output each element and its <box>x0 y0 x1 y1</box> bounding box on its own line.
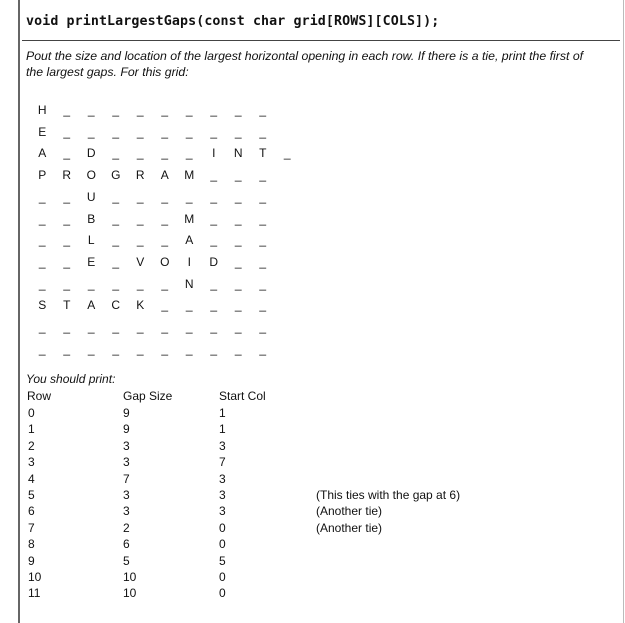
grid-cell: R <box>135 168 145 183</box>
grid-cell: _ <box>136 320 144 334</box>
row-index: 8 <box>28 537 35 552</box>
start-col: 0 <box>219 586 226 601</box>
grid-cell: _ <box>63 276 71 291</box>
start-col: 1 <box>219 422 226 437</box>
grid-cell: O <box>86 168 96 183</box>
grid-cell: V <box>136 254 145 269</box>
row-index: 3 <box>28 455 35 470</box>
gap-size: 3 <box>123 438 130 453</box>
grid-cell: _ <box>234 320 242 334</box>
grid-cell: H <box>37 103 47 117</box>
start-col: 3 <box>219 471 226 486</box>
grid-cell: _ <box>136 189 144 204</box>
grid-cell: _ <box>136 276 144 291</box>
grid-cell: E <box>38 124 47 139</box>
row-index: 10 <box>28 570 42 584</box>
grid-cell: _ <box>161 276 169 291</box>
row-index: 4 <box>28 471 35 486</box>
grid-cell: _ <box>63 254 71 269</box>
print-label: You should print: <box>26 372 116 386</box>
grid-cell: _ <box>210 168 218 183</box>
row-index: 9 <box>28 553 35 568</box>
grid-cell: _ <box>63 233 71 248</box>
grid-cell: C <box>111 298 121 313</box>
start-col: 0 <box>219 570 226 584</box>
grid-cell: _ <box>161 146 169 161</box>
function-signature: void printLargestGaps(const char grid[ROWS][COLS]); <box>26 14 440 29</box>
grid-cell: _ <box>63 124 71 139</box>
grid-cell: _ <box>136 233 144 248</box>
grid-cell: _ <box>38 341 46 356</box>
grid-cell: _ <box>112 146 120 161</box>
grid-cell: _ <box>259 211 267 226</box>
grid-cell: _ <box>112 211 120 226</box>
row-index: 1 <box>28 422 35 437</box>
grid-cell: _ <box>234 254 242 269</box>
grid-cell: _ <box>185 341 193 356</box>
grid-cell: _ <box>136 211 144 226</box>
grid-cell: I <box>212 146 216 161</box>
grid-cell: _ <box>234 189 242 204</box>
grid-cell: _ <box>259 103 267 117</box>
header-separator <box>22 40 620 41</box>
gap-size: 3 <box>123 488 130 502</box>
grid-cell: _ <box>38 276 46 291</box>
grid-cell: _ <box>161 233 169 248</box>
grid-cell: _ <box>259 298 267 313</box>
grid-cell: _ <box>87 320 95 334</box>
grid-cell: _ <box>234 124 242 139</box>
grid-cell: _ <box>136 124 144 139</box>
row-index: 7 <box>28 520 35 535</box>
row-index: 2 <box>28 438 35 453</box>
grid-cell: _ <box>161 189 169 204</box>
tie-note: (Another tie) <box>316 520 383 535</box>
grid-cell: _ <box>210 276 218 291</box>
grid-cell: P <box>38 168 47 183</box>
grid-cell: _ <box>112 103 120 117</box>
grid-cell: M <box>184 211 195 226</box>
grid-cell: _ <box>38 189 46 204</box>
grid-cell: _ <box>63 211 71 226</box>
grid-cell: _ <box>161 211 169 226</box>
gap-size: 7 <box>123 471 130 486</box>
grid-cell: _ <box>259 233 267 248</box>
gap-size: 10 <box>123 570 137 584</box>
grid-cell: _ <box>259 341 267 356</box>
grid-cell: _ <box>63 341 71 356</box>
header-gap-size: Gap Size <box>123 389 173 403</box>
grid-cell: A <box>160 168 169 183</box>
grid-cell: O <box>160 254 170 269</box>
grid-cell: _ <box>161 341 169 356</box>
grid-cell: _ <box>87 276 95 291</box>
tie-note: (This ties with the gap at 6) <box>316 488 461 502</box>
grid-cell: _ <box>63 146 71 161</box>
grid-cell: _ <box>234 233 242 248</box>
grid-cell: _ <box>234 211 242 226</box>
grid-cell: S <box>38 298 47 313</box>
start-col: 1 <box>219 406 226 420</box>
grid-cell: N <box>184 276 194 291</box>
gap-size: 9 <box>123 406 130 420</box>
grid-cell: _ <box>185 103 193 117</box>
start-col: 3 <box>219 488 226 502</box>
grid-cell: _ <box>210 189 218 204</box>
gap-size: 2 <box>123 520 130 535</box>
grid-cell: _ <box>259 168 267 183</box>
grid-cell: G <box>111 168 121 183</box>
grid-cell: I <box>187 254 191 269</box>
grid-cell: _ <box>161 124 169 139</box>
row-index: 11 <box>28 586 41 601</box>
gap-size: 3 <box>123 455 130 470</box>
gap-size: 10 <box>123 586 137 601</box>
grid-cell: _ <box>185 320 193 334</box>
grid-cell: _ <box>136 103 144 117</box>
grid-cell: A <box>185 233 194 248</box>
grid-cell: _ <box>210 103 218 117</box>
grid-cell: _ <box>185 189 193 204</box>
grid-cell: _ <box>210 211 218 226</box>
header-start-col: Start Col <box>219 389 266 403</box>
grid-cell: _ <box>210 320 218 334</box>
grid-cell: _ <box>210 298 218 313</box>
grid-cell: L <box>87 233 95 248</box>
grid-cell: _ <box>63 189 71 204</box>
grid-cell: _ <box>38 211 46 226</box>
grid-cell: T <box>259 146 267 161</box>
grid-cell: _ <box>259 254 267 269</box>
grid-cell: _ <box>161 103 169 117</box>
grid-cell: _ <box>210 341 218 356</box>
gap-size: 3 <box>123 504 130 519</box>
grid-cell: R <box>62 168 72 183</box>
grid-cell: T <box>63 298 71 313</box>
gap-size: 9 <box>123 422 130 437</box>
grid-cell: E <box>87 254 96 269</box>
grid-cell: _ <box>112 124 120 139</box>
grid-cell: _ <box>234 103 242 117</box>
start-col: 0 <box>219 537 226 552</box>
grid-cell: _ <box>136 341 144 356</box>
grid-cell: U <box>86 189 96 204</box>
grid-cell: M <box>184 168 195 183</box>
grid-cell: _ <box>112 254 120 269</box>
grid-cell: _ <box>185 298 193 313</box>
grid-cell: _ <box>259 189 267 204</box>
grid-cell: _ <box>112 341 120 356</box>
grid-cell: _ <box>112 189 120 204</box>
start-col: 3 <box>219 438 226 453</box>
grid-cell: _ <box>259 320 267 334</box>
grid-cell: _ <box>259 124 267 139</box>
grid-cell: _ <box>63 320 71 334</box>
grid-cell: D <box>86 146 96 161</box>
grid-cell: _ <box>112 233 120 248</box>
grid-cell: _ <box>38 254 46 269</box>
grid-cell: _ <box>112 320 120 334</box>
row-index: 5 <box>28 488 35 502</box>
tie-note: (Another tie) <box>316 504 383 519</box>
grid-cell: _ <box>259 276 267 291</box>
instructions-text: Pout the size and location of the largest horizontal opening in each row. If there is a tie, print the first of the largest gaps. For this grid: <box>26 49 584 79</box>
grid-cell: _ <box>161 320 169 334</box>
grid-cell: K <box>136 298 145 313</box>
grid-cell: _ <box>38 320 46 334</box>
grid-cell: _ <box>161 298 169 313</box>
grid-cell: D <box>209 254 219 269</box>
grid-cell: _ <box>234 298 242 313</box>
grid-cell: A <box>38 146 47 161</box>
grid-cell: _ <box>185 124 193 139</box>
grid-cell: _ <box>87 124 95 139</box>
grid-cell: _ <box>234 276 242 291</box>
grid-cell: _ <box>185 146 193 161</box>
grid-cell: _ <box>234 341 242 356</box>
grid-cell: _ <box>283 146 291 161</box>
start-col: 3 <box>219 504 226 519</box>
grid-cell: _ <box>234 168 242 183</box>
row-index: 6 <box>28 504 35 519</box>
gap-size: 5 <box>123 553 130 568</box>
row-index: 0 <box>28 406 35 420</box>
grid-cell: _ <box>210 233 218 248</box>
grid-cell: _ <box>87 103 95 117</box>
grid-cell: N <box>233 146 243 161</box>
grid-cell: B <box>87 211 96 226</box>
grid-cell: _ <box>38 233 46 248</box>
grid-cell: _ <box>210 124 218 139</box>
start-col: 0 <box>219 520 226 535</box>
grid-cell: _ <box>136 146 144 161</box>
header-row: Row <box>27 389 52 403</box>
grid-cell: _ <box>63 103 71 117</box>
grid-cell: _ <box>112 276 120 291</box>
gap-size: 6 <box>123 537 130 552</box>
grid-cell: A <box>87 298 96 313</box>
grid-cell: _ <box>87 341 95 356</box>
start-col: 5 <box>219 553 226 568</box>
start-col: 7 <box>219 455 226 470</box>
